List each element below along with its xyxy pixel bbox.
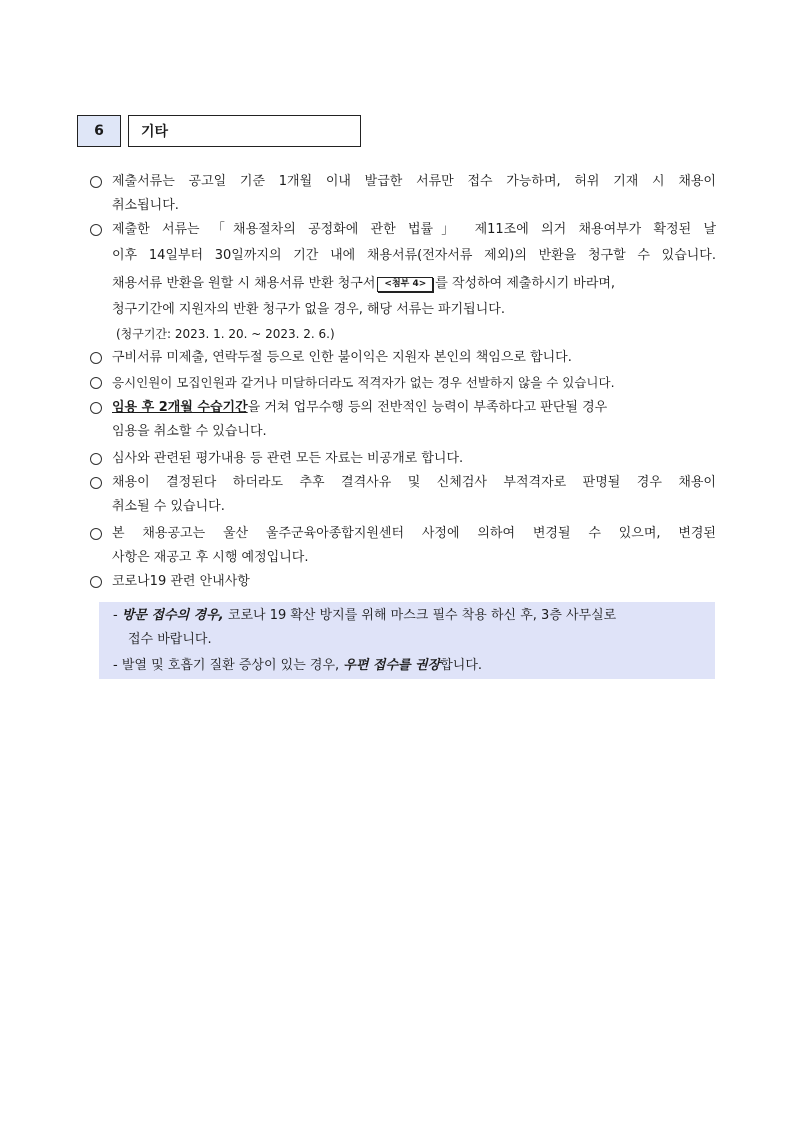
item-text: 청구기간에 지원자의 반환 청구가 없을 경우, 해당 서류는 파기됩니다. bbox=[112, 302, 505, 317]
circle-bullet-icon bbox=[90, 402, 102, 414]
request-period: (청구기간: 2023. 1. 20. ~ 2023. 2. 6.) bbox=[116, 327, 335, 341]
notice-line bbox=[113, 654, 482, 678]
circle-bullet-icon bbox=[90, 528, 102, 540]
item-text: 제출한 서류는 「채용절차의 공정화에 관한 법률」 제11조에 의거 채용여부가 확정된 날 bbox=[112, 222, 716, 237]
circle-bullet-icon bbox=[90, 176, 102, 188]
item-text: 를 작성하여 제출하시기 바라며, bbox=[435, 276, 616, 291]
dash-marker: - bbox=[113, 608, 118, 623]
notice-text: 발열 및 호흡기 질환 증상이 있는 경우, bbox=[121, 658, 340, 673]
item-text: 제출서류는 공고일 기준 1개월 이내 발급한 서류만 접수 가능하며, 허위 기재 시 채용이 bbox=[112, 174, 716, 189]
attachment-tag: <첨부 4> bbox=[377, 277, 433, 292]
item-text: 구비서류 미제출, 연락두절 등으로 인한 불이익은 지원자 본인의 책임으로 합니다. bbox=[112, 350, 572, 365]
section-title: 기타 bbox=[128, 115, 361, 147]
circle-bullet-icon bbox=[90, 576, 102, 588]
covid-notice-box bbox=[99, 602, 715, 679]
notice-text: 접수 바랍니다. bbox=[128, 632, 212, 647]
item-text: 취소됩니다. bbox=[112, 198, 179, 213]
item-text: 을 거쳐 업무수행 등의 전반적인 능력이 부족하다고 판단될 경우 bbox=[247, 400, 608, 415]
circle-bullet-icon bbox=[90, 224, 102, 236]
item-text: 취소될 수 있습니다. bbox=[112, 499, 225, 514]
item-text: 사항은 재공고 후 시행 예정입니다. bbox=[112, 550, 309, 565]
circle-bullet-icon bbox=[90, 352, 102, 364]
item-text: 본 채용공고는 울산 울주군육아종합지원센터 사정에 의하여 변경될 수 있으며, 변경된 bbox=[112, 526, 716, 541]
circle-bullet-icon bbox=[90, 377, 102, 389]
item-text: 임용을 취소할 수 있습니다. bbox=[112, 424, 267, 439]
circle-bullet-icon bbox=[90, 453, 102, 465]
item-text: 채용서류 반환을 원할 시 채용서류 반환 청구서 bbox=[112, 276, 376, 291]
dash-marker: - bbox=[113, 658, 118, 673]
item-text-with-emphasis bbox=[112, 396, 716, 420]
circle-bullet-icon bbox=[90, 477, 102, 489]
visit-emphasis: 방문 접수의 경우, bbox=[121, 608, 224, 623]
notice-text: 코로나 19 확산 방지를 위해 마스크 필수 착용 하신 후, 3층 사무실로 bbox=[227, 608, 617, 623]
item-text-with-tag bbox=[112, 272, 716, 296]
section-number: 6 bbox=[77, 115, 121, 147]
item-text: 심사와 관련된 평가내용 등 관련 모든 자료는 비공개로 합니다. bbox=[112, 451, 464, 466]
item-text: 코로나19 관련 안내사항 bbox=[112, 574, 250, 589]
notice-line bbox=[113, 604, 616, 628]
item-text: 채용이 결정된다 하더라도 추후 결격사유 및 신체검사 부적격자로 판명될 경우 채용이 bbox=[112, 475, 716, 490]
probation-emphasis: 임용 후 2개월 수습기간 bbox=[112, 400, 248, 415]
mail-emphasis: 우편 접수를 권장 bbox=[343, 658, 441, 673]
item-text: 응시인원이 모집인원과 같거나 미달하더라도 적격자가 없는 경우 선발하지 않을 수 있습니다. bbox=[112, 375, 615, 390]
item-text: 이후 14일부터 30일까지의 기간 내에 채용서류(전자서류 제외)의 반환을 청구할 수 있습니다. bbox=[112, 248, 716, 263]
notice-text: 합니다. bbox=[440, 658, 483, 673]
